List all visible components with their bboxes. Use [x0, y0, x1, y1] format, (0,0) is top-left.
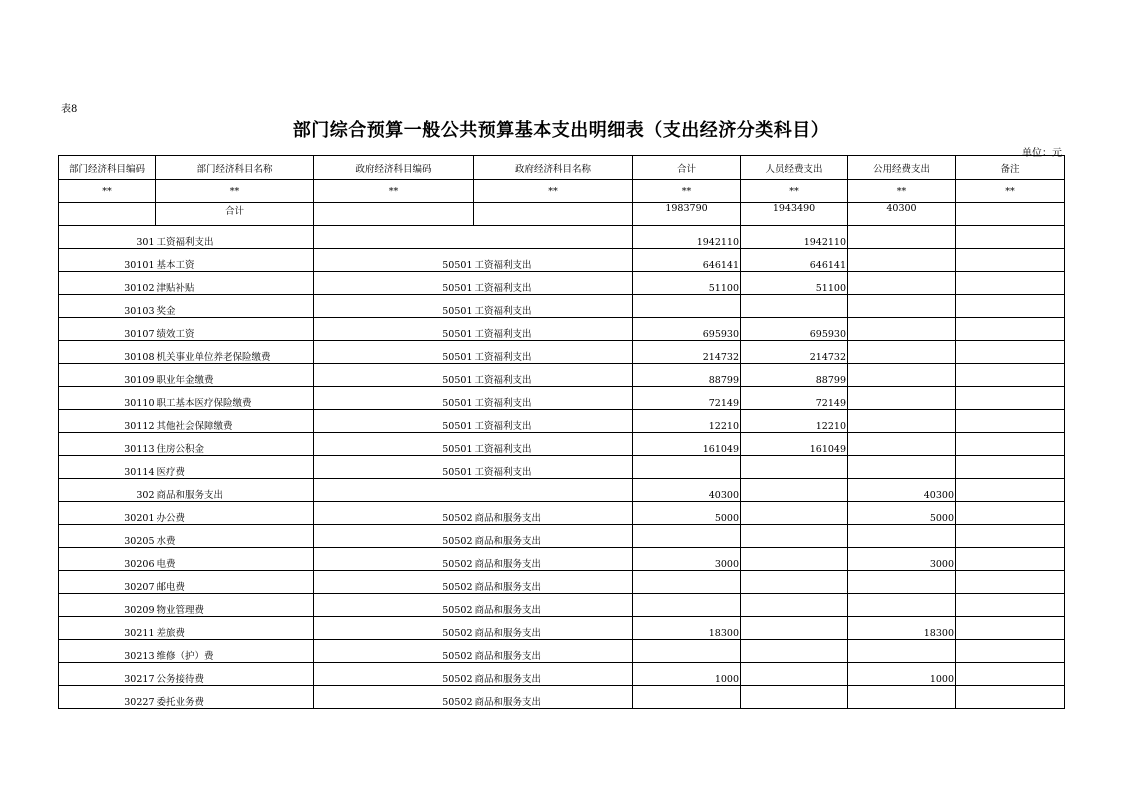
- personnel-cell: [741, 525, 848, 548]
- dept-code-cell: 302: [59, 479, 156, 502]
- total-cell: [633, 525, 741, 548]
- dept-name-cell: 医疗费: [156, 456, 314, 479]
- table-row: [59, 548, 1065, 571]
- total-cell: 214732: [633, 341, 741, 364]
- table-row: [59, 272, 1065, 295]
- header-remark: 备注: [956, 156, 1065, 180]
- dept-code-cell: 30102: [59, 272, 156, 295]
- remark-cell: [956, 594, 1065, 617]
- total-cell: [633, 686, 741, 709]
- personnel-cell: [741, 640, 848, 663]
- dept-code-cell: 30213: [59, 640, 156, 663]
- total-cell-empty: [956, 203, 1065, 226]
- dept-name-cell: 其他社会保障缴费: [156, 410, 314, 433]
- dept-code-cell: 30205: [59, 525, 156, 548]
- public-cell: 1000: [848, 663, 956, 686]
- personnel-cell: [741, 571, 848, 594]
- gov-code-cell: 50501: [314, 456, 474, 479]
- dept-name-cell: 奖金: [156, 295, 314, 318]
- remark-cell: [956, 617, 1065, 640]
- total-cell-empty: [474, 203, 633, 226]
- personnel-cell: [741, 617, 848, 640]
- public-cell: [848, 686, 956, 709]
- public-cell: [848, 249, 956, 272]
- remark-cell: [956, 479, 1065, 502]
- gov-code-cell: 50501: [314, 341, 474, 364]
- dept-name-cell: 工资福利支出: [156, 226, 314, 249]
- header-row: [59, 156, 1065, 180]
- public-cell: [848, 295, 956, 318]
- dept-code-cell: 301: [59, 226, 156, 249]
- personnel-cell: 88799: [741, 364, 848, 387]
- dept-code-cell: 30107: [59, 318, 156, 341]
- dept-code-cell: 30206: [59, 548, 156, 571]
- remark-cell: [956, 410, 1065, 433]
- dept-code-cell: 30110: [59, 387, 156, 410]
- table-row: [59, 617, 1065, 640]
- public-cell: [848, 456, 956, 479]
- star-cell: **: [956, 180, 1065, 203]
- table-row: [59, 387, 1065, 410]
- table-row: [59, 410, 1065, 433]
- personnel-cell: [741, 663, 848, 686]
- dept-code-cell: 30209: [59, 594, 156, 617]
- gov-code-cell: 50502: [314, 663, 474, 686]
- header-dept-name: 部门经济科目名称: [156, 156, 314, 180]
- total-label: 合计: [156, 203, 314, 226]
- dept-code-cell: 30113: [59, 433, 156, 456]
- gov-name-cell: 工资福利支出: [474, 387, 633, 410]
- gov-code-cell: 50502: [314, 502, 474, 525]
- remark-cell: [956, 456, 1065, 479]
- personnel-cell: 1942110: [741, 226, 848, 249]
- gov-code-cell: [314, 479, 474, 502]
- total-cell: 88799: [633, 364, 741, 387]
- dept-name-cell: 差旅费: [156, 617, 314, 640]
- personnel-cell: 161049: [741, 433, 848, 456]
- star-cell: **: [474, 180, 633, 203]
- total-cell: 5000: [633, 502, 741, 525]
- dept-code-cell: 30101: [59, 249, 156, 272]
- total-amount: 1983790: [633, 203, 741, 226]
- public-cell: [848, 364, 956, 387]
- dept-name-cell: 水费: [156, 525, 314, 548]
- gov-name-cell: 商品和服务支出: [474, 548, 633, 571]
- gov-code-cell: 50501: [314, 410, 474, 433]
- remark-cell: [956, 364, 1065, 387]
- header-public: 公用经费支出: [848, 156, 956, 180]
- table-row: [59, 502, 1065, 525]
- table-row: [59, 456, 1065, 479]
- public-cell: [848, 594, 956, 617]
- total-cell: 1000: [633, 663, 741, 686]
- table-row: [59, 686, 1065, 709]
- personnel-cell: 12210: [741, 410, 848, 433]
- dept-code-cell: 30114: [59, 456, 156, 479]
- header-gov-code: 政府经济科目编码: [314, 156, 474, 180]
- gov-code-cell: 50502: [314, 686, 474, 709]
- total-personnel: 1943490: [741, 203, 848, 226]
- gov-name-cell: 商品和服务支出: [474, 617, 633, 640]
- header-dept-code: 部门经济科目编码: [59, 156, 156, 180]
- dept-name-cell: 机关事业单位养老保险缴费: [156, 341, 314, 364]
- personnel-cell: [741, 686, 848, 709]
- gov-code-cell: 50502: [314, 525, 474, 548]
- budget-table: [58, 155, 1065, 709]
- dept-code-cell: 30103: [59, 295, 156, 318]
- public-cell: [848, 640, 956, 663]
- gov-name-cell: 商品和服务支出: [474, 594, 633, 617]
- remark-cell: [956, 502, 1065, 525]
- table-row: [59, 318, 1065, 341]
- table-row: [59, 249, 1065, 272]
- gov-name-cell: 商品和服务支出: [474, 525, 633, 548]
- remark-cell: [956, 433, 1065, 456]
- table-row: [59, 640, 1065, 663]
- personnel-cell: [741, 548, 848, 571]
- gov-name-cell: 工资福利支出: [474, 456, 633, 479]
- dept-name-cell: 绩效工资: [156, 318, 314, 341]
- total-cell: 646141: [633, 249, 741, 272]
- gov-name-cell: 商品和服务支出: [474, 571, 633, 594]
- dept-name-cell: 津贴补贴: [156, 272, 314, 295]
- remark-cell: [956, 663, 1065, 686]
- total-cell: [633, 640, 741, 663]
- total-cell: 51100: [633, 272, 741, 295]
- header-total: 合计: [633, 156, 741, 180]
- total-cell-empty: [59, 203, 156, 226]
- personnel-cell: [741, 295, 848, 318]
- public-cell: [848, 341, 956, 364]
- star-cell: **: [314, 180, 474, 203]
- public-cell: [848, 226, 956, 249]
- personnel-cell: [741, 594, 848, 617]
- public-cell: [848, 272, 956, 295]
- gov-name-cell: 工资福利支出: [474, 318, 633, 341]
- remark-cell: [956, 295, 1065, 318]
- gov-name-cell: 工资福利支出: [474, 272, 633, 295]
- remark-cell: [956, 571, 1065, 594]
- gov-name-cell: [474, 479, 633, 502]
- total-cell: 695930: [633, 318, 741, 341]
- gov-name-cell: 工资福利支出: [474, 364, 633, 387]
- gov-code-cell: 50501: [314, 387, 474, 410]
- public-cell: 3000: [848, 548, 956, 571]
- table-row: [59, 525, 1065, 548]
- personnel-cell: 51100: [741, 272, 848, 295]
- public-cell: 40300: [848, 479, 956, 502]
- remark-cell: [956, 272, 1065, 295]
- total-cell-empty: [314, 203, 474, 226]
- star-cell: **: [633, 180, 741, 203]
- personnel-cell: [741, 479, 848, 502]
- table-row: [59, 479, 1065, 502]
- remark-cell: [956, 640, 1065, 663]
- total-row: [59, 203, 1065, 226]
- public-cell: [848, 318, 956, 341]
- remark-cell: [956, 249, 1065, 272]
- total-cell: [633, 571, 741, 594]
- star-cell: **: [156, 180, 314, 203]
- public-cell: [848, 433, 956, 456]
- remark-cell: [956, 387, 1065, 410]
- gov-name-cell: 工资福利支出: [474, 341, 633, 364]
- gov-code-cell: 50501: [314, 318, 474, 341]
- dept-name-cell: 商品和服务支出: [156, 479, 314, 502]
- gov-name-cell: 商品和服务支出: [474, 640, 633, 663]
- gov-code-cell: 50501: [314, 364, 474, 387]
- total-cell: [633, 456, 741, 479]
- dept-code-cell: 30217: [59, 663, 156, 686]
- gov-code-cell: 50502: [314, 640, 474, 663]
- total-cell: 12210: [633, 410, 741, 433]
- public-cell: 5000: [848, 502, 956, 525]
- remark-cell: [956, 525, 1065, 548]
- total-cell: [633, 295, 741, 318]
- gov-code-cell: [314, 226, 474, 249]
- dept-name-cell: 职业年金缴费: [156, 364, 314, 387]
- gov-code-cell: 50501: [314, 272, 474, 295]
- star-cell: **: [741, 180, 848, 203]
- table-row: [59, 341, 1065, 364]
- public-cell: [848, 571, 956, 594]
- personnel-cell: 72149: [741, 387, 848, 410]
- total-cell: 40300: [633, 479, 741, 502]
- sheet-tag: 表8: [61, 104, 78, 115]
- gov-code-cell: 50502: [314, 594, 474, 617]
- star-cell: **: [59, 180, 156, 203]
- dept-code-cell: 30112: [59, 410, 156, 433]
- dept-name-cell: 办公费: [156, 502, 314, 525]
- dept-name-cell: 基本工资: [156, 249, 314, 272]
- gov-name-cell: 工资福利支出: [474, 295, 633, 318]
- public-cell: 18300: [848, 617, 956, 640]
- personnel-cell: 214732: [741, 341, 848, 364]
- star-cell: **: [848, 180, 956, 203]
- dept-code-cell: 30211: [59, 617, 156, 640]
- gov-code-cell: 50501: [314, 249, 474, 272]
- total-cell: [633, 594, 741, 617]
- public-cell: [848, 387, 956, 410]
- dept-name-cell: 住房公积金: [156, 433, 314, 456]
- dept-name-cell: 公务接待费: [156, 663, 314, 686]
- table-row: [59, 433, 1065, 456]
- total-cell: 72149: [633, 387, 741, 410]
- dept-code-cell: 30207: [59, 571, 156, 594]
- dept-name-cell: 职工基本医疗保险缴费: [156, 387, 314, 410]
- star-row: [59, 180, 1065, 203]
- personnel-cell: 695930: [741, 318, 848, 341]
- gov-name-cell: 商品和服务支出: [474, 502, 633, 525]
- dept-name-cell: 维修（护）费: [156, 640, 314, 663]
- gov-code-cell: 50502: [314, 571, 474, 594]
- remark-cell: [956, 548, 1065, 571]
- remark-cell: [956, 686, 1065, 709]
- gov-name-cell: 商品和服务支出: [474, 686, 633, 709]
- personnel-cell: [741, 456, 848, 479]
- remark-cell: [956, 341, 1065, 364]
- table-row: [59, 571, 1065, 594]
- total-cell: 161049: [633, 433, 741, 456]
- gov-code-cell: 50501: [314, 433, 474, 456]
- gov-code-cell: 50502: [314, 548, 474, 571]
- total-cell: 1942110: [633, 226, 741, 249]
- table-row: [59, 364, 1065, 387]
- dept-code-cell: 30227: [59, 686, 156, 709]
- total-public: 40300: [848, 203, 956, 226]
- unit-label: 单位：元: [1022, 148, 1062, 159]
- dept-code-cell: 30201: [59, 502, 156, 525]
- remark-cell: [956, 318, 1065, 341]
- dept-name-cell: 物业管理费: [156, 594, 314, 617]
- public-cell: [848, 410, 956, 433]
- gov-name-cell: [474, 226, 633, 249]
- gov-name-cell: 工资福利支出: [474, 433, 633, 456]
- gov-code-cell: 50502: [314, 617, 474, 640]
- table-row: [59, 226, 1065, 249]
- table-row: [59, 594, 1065, 617]
- gov-name-cell: 商品和服务支出: [474, 663, 633, 686]
- table-row: [59, 295, 1065, 318]
- dept-name-cell: 电费: [156, 548, 314, 571]
- public-cell: [848, 525, 956, 548]
- table-row: [59, 663, 1065, 686]
- gov-name-cell: 工资福利支出: [474, 249, 633, 272]
- personnel-cell: [741, 502, 848, 525]
- dept-code-cell: 30108: [59, 341, 156, 364]
- header-gov-name: 政府经济科目名称: [474, 156, 633, 180]
- total-cell: 18300: [633, 617, 741, 640]
- total-cell: 3000: [633, 548, 741, 571]
- page-title: 部门综合预算一般公共预算基本支出明细表（支出经济分类科目）: [292, 120, 830, 141]
- dept-name-cell: 委托业务费: [156, 686, 314, 709]
- personnel-cell: 646141: [741, 249, 848, 272]
- dept-name-cell: 邮电费: [156, 571, 314, 594]
- gov-code-cell: 50501: [314, 295, 474, 318]
- header-personnel: 人员经费支出: [741, 156, 848, 180]
- remark-cell: [956, 226, 1065, 249]
- gov-name-cell: 工资福利支出: [474, 410, 633, 433]
- dept-code-cell: 30109: [59, 364, 156, 387]
